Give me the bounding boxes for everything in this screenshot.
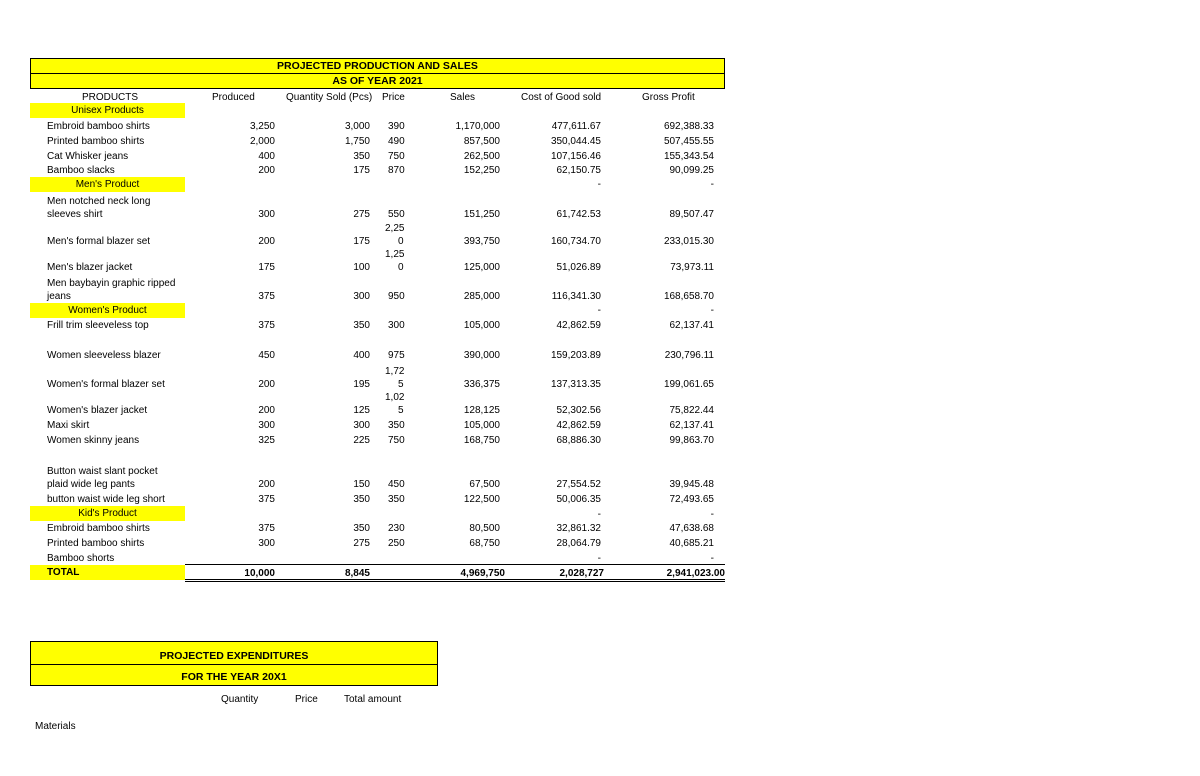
cell-price: 450 (388, 479, 405, 490)
cell-gross-profit: 692,388.33 (663, 121, 714, 132)
row-name: button waist wide leg short (47, 494, 165, 505)
header-cogs: Cost of Good sold (521, 92, 602, 103)
cell-produced: 200 (258, 379, 275, 390)
cell-price: 750 (388, 435, 405, 446)
cell-sold: 195 (353, 379, 370, 390)
cell-sold: 150 (353, 479, 370, 490)
cell-cogs: 159,203.89 (550, 350, 601, 361)
cell-produced: 375 (258, 523, 275, 534)
sales-subtitle: AS OF YEAR 2021 (332, 75, 423, 87)
cell-price-line1: 1,02 (385, 392, 405, 403)
cell-price: 750 (388, 151, 405, 162)
cell-sales: 151,250 (463, 209, 500, 220)
cell-sales: 336,375 (463, 379, 500, 390)
header-gross-profit: Gross Profit (642, 92, 695, 103)
total-label: TOTAL (47, 567, 80, 578)
cell-gross-profit: 230,796.11 (664, 350, 714, 361)
category-womens: Women's Product (30, 303, 185, 318)
cell-price-line2: 5 (398, 379, 404, 390)
row-name-line2: jeans (47, 291, 71, 302)
cell-gross-profit: 39,945.48 (669, 479, 714, 490)
cell-cogs: 116,341.30 (551, 291, 601, 302)
cell-gross-profit: 155,343.54 (663, 151, 714, 162)
expenditures-title: PROJECTED EXPENDITURES (159, 650, 309, 662)
cell-price: 490 (388, 136, 405, 147)
cell-produced: 200 (258, 405, 275, 416)
cell-produced: 200 (258, 165, 275, 176)
row-name: Women sleeveless blazer (47, 350, 161, 361)
cell-cogs: 50,006.35 (556, 494, 601, 505)
cell-cogs: 107,156.46 (550, 151, 601, 162)
row-name: Frill trim sleeveless top (47, 320, 149, 331)
cell-produced: 375 (258, 494, 275, 505)
cell-cogs: - (597, 553, 601, 564)
cell-produced: 3,250 (249, 121, 275, 132)
cell-sales: 80,500 (469, 523, 500, 534)
cell-cogs: - (597, 305, 601, 316)
cell-price-line1: 2,25 (385, 223, 405, 234)
cell-sold: 300 (353, 420, 370, 431)
cell-cogs: 28,064.79 (556, 538, 601, 549)
cell-produced: 300 (258, 209, 275, 220)
cell-produced: 325 (258, 435, 275, 446)
cell-sales: 285,000 (463, 291, 500, 302)
cell-cogs: 477,611.67 (551, 121, 601, 132)
row-name-line1: Men baybayin graphic ripped (47, 278, 176, 289)
cell-gross-profit: 62,137.41 (669, 320, 714, 331)
cell-sold: 3,000 (344, 121, 370, 132)
cell-sold: 400 (353, 350, 370, 361)
cell-sales: 393,750 (463, 236, 500, 247)
row-name: Maxi skirt (47, 420, 90, 431)
cell-price: 390 (388, 121, 405, 132)
cell-gross-profit: - (710, 553, 714, 564)
cell-gross-profit: - (710, 509, 714, 520)
total-gross-profit: 2,941,023.00 (666, 568, 725, 579)
cell-gross-profit: 99,863.70 (669, 435, 714, 446)
cell-cogs: 160,734.70 (550, 236, 601, 247)
cell-sold: 125 (353, 405, 370, 416)
cell-price-line2: 0 (398, 262, 404, 273)
cell-produced: 375 (258, 291, 275, 302)
cell-sales: 262,500 (463, 151, 500, 162)
cell-sales: 390,000 (463, 350, 500, 361)
row-name-line2: sleeves shirt (47, 209, 103, 220)
cell-sold: 175 (353, 165, 370, 176)
expenditures-header-quantity: Quantity (221, 694, 259, 705)
cell-sold: 300 (353, 291, 370, 302)
cell-price: 950 (388, 291, 405, 302)
cell-gross-profit: 199,061.65 (663, 379, 714, 390)
expenditures-subtitle: FOR THE YEAR 20X1 (181, 671, 287, 683)
cell-price: 550 (388, 209, 405, 220)
cell-sold: 175 (353, 236, 370, 247)
row-name: Embroid bamboo shirts (47, 523, 150, 534)
cell-sales: 152,250 (463, 165, 500, 176)
total-label-cell (30, 565, 185, 580)
cell-sales: 105,000 (463, 320, 500, 331)
row-name: Men's formal blazer set (47, 236, 151, 247)
cell-gross-profit: - (710, 179, 714, 190)
total-sold: 8,845 (344, 568, 370, 579)
total-cogs: 2,028,727 (559, 568, 604, 579)
cell-produced: 450 (258, 350, 275, 361)
cell-produced: 2,000 (249, 136, 275, 147)
cell-price: 975 (388, 350, 405, 361)
cell-cogs: 42,862.59 (556, 320, 601, 331)
cell-gross-profit: - (710, 305, 714, 316)
total-produced: 10,000 (244, 568, 275, 579)
total-bottom-rule-2 (185, 581, 725, 582)
cell-gross-profit: 62,137.41 (669, 420, 714, 431)
cell-price-line1: 1,25 (385, 249, 405, 260)
cell-sales: 67,500 (469, 479, 500, 490)
cell-sales: 122,500 (463, 494, 500, 505)
expenditures-first-item: Materials (35, 721, 76, 732)
cell-cogs: 68,886.30 (556, 435, 601, 446)
row-name: Bamboo slacks (47, 165, 115, 176)
cell-sold: 275 (353, 209, 370, 220)
expenditures-header-total: Total amount (344, 694, 402, 705)
cell-cogs: 32,861.32 (556, 523, 601, 534)
row-name-line1: Men notched neck long (47, 196, 151, 207)
row-name: Women's formal blazer set (47, 379, 165, 390)
header-produced: Produced (212, 92, 255, 103)
cell-cogs: 52,302.56 (556, 405, 601, 416)
cell-sold: 350 (353, 523, 370, 534)
row-name: Bamboo shorts (47, 553, 115, 564)
row-name: Printed bamboo shirts (47, 538, 145, 549)
header-quantity-sold: Quantity Sold (Pcs) (286, 92, 373, 103)
cell-gross-profit: 73,973.11 (670, 262, 714, 273)
cell-gross-profit: 507,455.55 (663, 136, 714, 147)
header-price: Price (382, 92, 405, 103)
cell-sales: 128,125 (463, 405, 500, 416)
cell-produced: 200 (258, 236, 275, 247)
total-top-rule (185, 564, 725, 565)
sales-subtitle-band (30, 73, 725, 89)
cell-sold: 350 (353, 320, 370, 331)
category-unisex: Unisex Products (30, 103, 185, 118)
cell-gross-profit: 72,493.65 (669, 494, 714, 505)
cell-gross-profit: 90,099.25 (669, 165, 714, 176)
cell-produced: 300 (258, 420, 275, 431)
cell-price-line1: 1,72 (385, 366, 405, 377)
row-name: Women skinny jeans (47, 435, 140, 446)
cell-gross-profit: 47,638.68 (669, 523, 714, 534)
row-name: Cat Whisker jeans (47, 151, 129, 162)
cell-sales: 1,170,000 (455, 121, 500, 132)
cell-produced: 300 (258, 538, 275, 549)
row-name: Printed bamboo shirts (47, 136, 145, 147)
cell-price: 350 (388, 494, 405, 505)
cell-cogs: - (597, 179, 601, 190)
cell-sold: 350 (353, 151, 370, 162)
cell-sold: 225 (353, 435, 370, 446)
cell-produced: 175 (258, 262, 275, 273)
cell-gross-profit: 168,658.70 (663, 291, 714, 302)
cell-produced: 400 (258, 151, 275, 162)
total-sales: 4,969,750 (460, 568, 505, 579)
cell-gross-profit: 233,015.30 (663, 236, 714, 247)
cell-produced: 200 (258, 479, 275, 490)
cell-sold: 350 (353, 494, 370, 505)
cell-gross-profit: 40,685.21 (669, 538, 714, 549)
sales-title: PROJECTED PRODUCTION AND SALES (277, 60, 478, 72)
header-products: PRODUCTS (81, 92, 139, 103)
cell-price: 870 (388, 165, 405, 176)
cell-price: 250 (388, 538, 405, 549)
cell-price-line2: 5 (398, 405, 404, 416)
cell-cogs: 42,862.59 (556, 420, 601, 431)
category-mens: Men's Product (30, 177, 185, 192)
sales-title-band (30, 58, 725, 74)
row-name-line1: Button waist slant pocket (47, 466, 158, 477)
row-name-line2: plaid wide leg pants (47, 479, 135, 490)
cell-price: 350 (388, 420, 405, 431)
cell-sales: 857,500 (463, 136, 500, 147)
category-kids: Kid's Product (30, 506, 185, 521)
cell-cogs: 27,554.52 (556, 479, 601, 490)
cell-sales: 168,750 (463, 435, 500, 446)
cell-cogs: 350,044.45 (550, 136, 601, 147)
cell-sales: 68,750 (469, 538, 500, 549)
expenditures-subtitle-band (30, 664, 438, 686)
cell-sold: 1,750 (344, 136, 370, 147)
row-name: Men's blazer jacket (47, 262, 133, 273)
cell-sales: 125,000 (463, 262, 500, 273)
expenditures-header-price: Price (295, 694, 318, 705)
cell-cogs: 61,742.53 (556, 209, 601, 220)
cell-produced: 375 (258, 320, 275, 331)
cell-cogs: 137,313.35 (550, 379, 601, 390)
cell-gross-profit: 75,822.44 (669, 405, 714, 416)
cell-cogs: 62,150.75 (556, 165, 601, 176)
row-name: Women's blazer jacket (47, 405, 148, 416)
cell-price: 300 (388, 320, 405, 331)
header-sales: Sales (450, 92, 476, 103)
cell-price: 230 (388, 523, 405, 534)
expenditures-title-band (30, 641, 438, 665)
cell-sold: 275 (353, 538, 370, 549)
cell-sold: 100 (353, 262, 370, 273)
row-name: Embroid bamboo shirts (47, 121, 150, 132)
cell-sales: 105,000 (463, 420, 500, 431)
cell-gross-profit: 89,507.47 (669, 209, 714, 220)
cell-price-line2: 0 (398, 236, 404, 247)
cell-cogs: 51,026.89 (556, 262, 601, 273)
cell-cogs: - (597, 509, 601, 520)
